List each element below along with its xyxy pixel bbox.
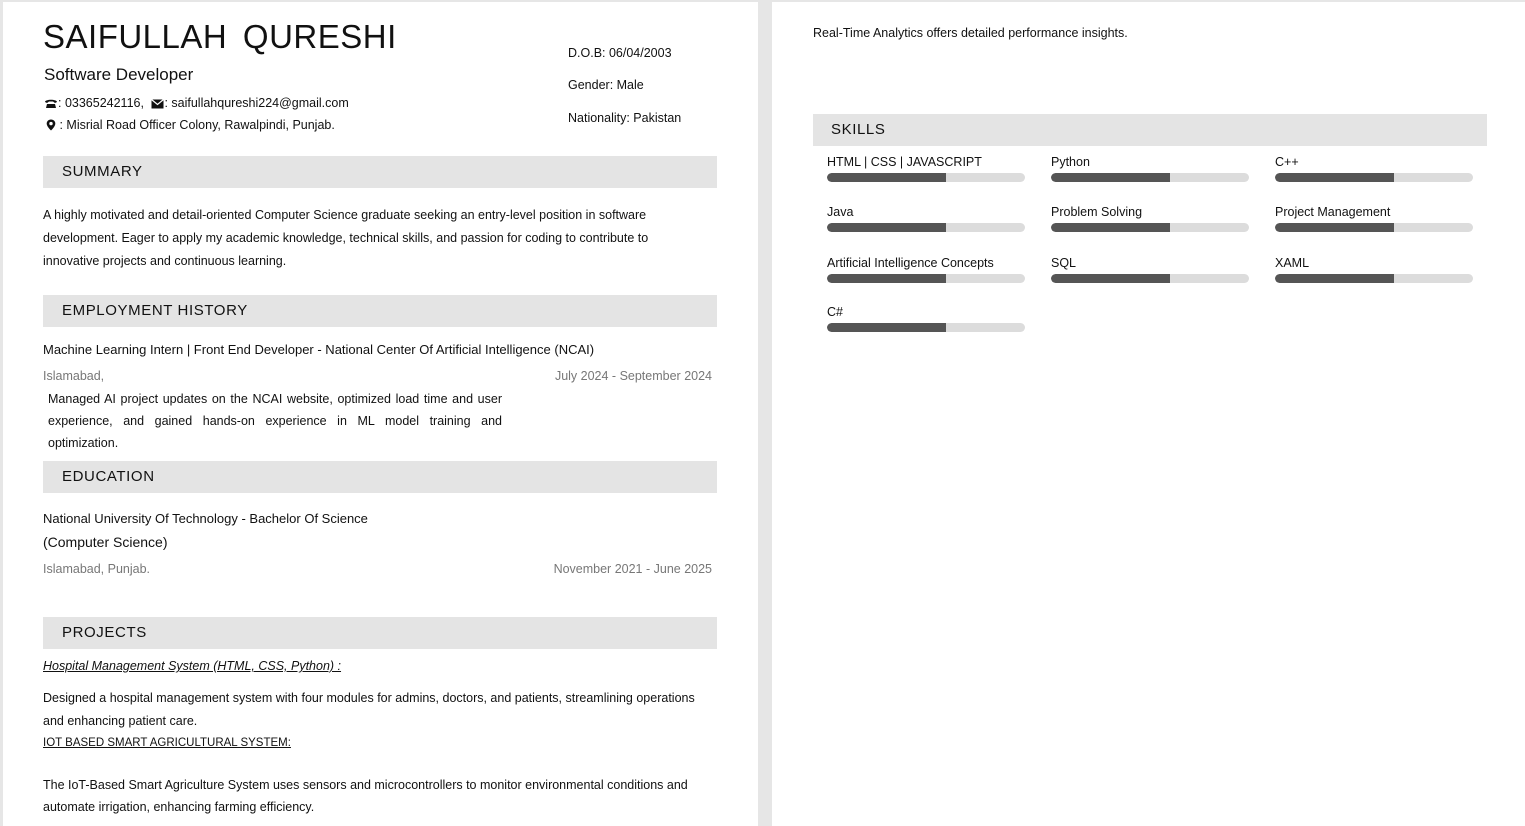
continued-text: Real-Time Analytics offers detailed performance insights. <box>813 26 1128 40</box>
envelope-icon <box>151 98 164 112</box>
employment-location: Islamabad, <box>43 369 105 383</box>
dob: D.O.B: 06/04/2003 <box>568 46 672 60</box>
resume-page-1 <box>3 2 758 826</box>
skill-label: HTML | CSS | JAVASCRIPT <box>827 155 982 169</box>
skill-level-bar <box>827 173 1025 182</box>
gender: Gender: Male <box>568 78 644 92</box>
skill-level-fill <box>1051 173 1170 182</box>
project-description: Designed a hospital management system with four modules for admins, doctors, and patients, streamlining operations and enhancing patient care. <box>43 691 695 728</box>
skill-item <box>1051 256 1249 292</box>
skill-level-fill <box>1051 223 1170 232</box>
nationality: Nationality: Pakistan <box>568 111 682 125</box>
employment-heading: EMPLOYMENT HISTORY <box>62 302 248 319</box>
skill-label: XAML <box>1275 256 1310 270</box>
skill-level-bar <box>1051 173 1249 182</box>
skill-item <box>827 305 1025 341</box>
contact-line <box>44 96 349 112</box>
phone-number: : 03365242116, <box>58 96 144 110</box>
skill-item <box>827 205 1025 241</box>
map-pin-icon <box>46 119 56 134</box>
skill-level-bar <box>827 323 1025 332</box>
skill-label: Java <box>827 205 854 219</box>
skill-level-bar <box>1275 223 1473 232</box>
education-dates: November 2021 - June 2025 <box>553 562 712 576</box>
education-heading: EDUCATION <box>62 468 155 485</box>
skill-level-fill <box>1275 274 1394 283</box>
skill-level-bar <box>827 274 1025 283</box>
education-degree: (Computer Science) <box>43 534 168 550</box>
education-location: Islamabad, Punjab. <box>43 562 151 576</box>
skill-label: Problem Solving <box>1051 205 1143 219</box>
skill-level-bar <box>1275 274 1473 283</box>
skill-item <box>1275 155 1473 191</box>
skill-level-bar <box>1275 173 1473 182</box>
skill-item <box>1275 256 1473 292</box>
employment-description: Managed AI project updates on the NCAI website, optimized load time and user experience, and gained hands-on experience in ML model training and optimization. <box>48 392 502 450</box>
project-title: Hospital Management System (HTML, CSS, Python) : <box>43 659 342 673</box>
skill-label: C++ <box>1275 155 1299 169</box>
address-text: : Misrial Road Officer Colony, Rawalpindi, Punjab. <box>59 118 335 132</box>
summary-section-header <box>43 156 717 188</box>
skill-label: Python <box>1051 155 1090 169</box>
skill-level-fill <box>827 173 946 182</box>
summary-heading: SUMMARY <box>62 163 143 180</box>
skills-section-header <box>813 114 1487 146</box>
skill-item <box>1275 205 1473 241</box>
skill-level-fill <box>1051 274 1170 283</box>
projects-section-header <box>43 617 717 649</box>
phone-icon <box>44 98 58 112</box>
skill-level-fill <box>1275 173 1394 182</box>
employment-section-header <box>43 295 717 327</box>
education-school: National University Of Technology - Bachelor Of Science <box>43 511 368 526</box>
skill-label: Artificial Intelligence Concepts <box>827 256 994 270</box>
skill-level-bar <box>1051 223 1249 232</box>
employment-dates: July 2024 - September 2024 <box>554 369 712 383</box>
employment-job-title: Machine Learning Intern | Front End Developer - National Center Of Artificial Intelligence (NCAI) <box>43 342 595 357</box>
skill-label: C# <box>827 305 843 319</box>
skill-item <box>1051 205 1249 241</box>
skill-label: Project Management <box>1275 205 1391 219</box>
skill-item <box>1051 155 1249 191</box>
resume-page-2 <box>772 2 1525 826</box>
skill-item <box>827 155 1025 191</box>
summary-text: A highly motivated and detail-oriented Computer Science graduate seeking an entry-level position in software development. Eager to apply my academic knowledge, technical skills, and passion for coding to contribute to innovative projects and continuous learning. <box>43 208 649 268</box>
skill-level-bar <box>827 223 1025 232</box>
project-title: IOT BASED SMART AGRICULTURAL SYSTEM: <box>43 737 291 749</box>
skill-level-fill <box>827 223 946 232</box>
email-address: : saifullahqureshi224@gmail.com <box>164 96 349 110</box>
skill-level-bar <box>1051 274 1249 283</box>
job-title: Software Developer <box>44 65 194 84</box>
project-description: The IoT-Based Smart Agriculture System uses sensors and microcontrollers to monitor environmental conditions and automate irrigation, enhancing farming efficiency. <box>43 778 688 814</box>
skill-level-fill <box>827 274 946 283</box>
address-line <box>46 118 335 134</box>
skill-level-fill <box>1275 223 1394 232</box>
skill-item <box>827 256 1025 292</box>
education-section-header <box>43 461 717 493</box>
skills-heading: SKILLS <box>831 121 886 138</box>
skill-label: SQL <box>1051 256 1077 270</box>
skill-level-fill <box>827 323 946 332</box>
projects-heading: PROJECTS <box>62 624 147 641</box>
candidate-name: SAIFULLAH QURESHI <box>43 18 397 55</box>
